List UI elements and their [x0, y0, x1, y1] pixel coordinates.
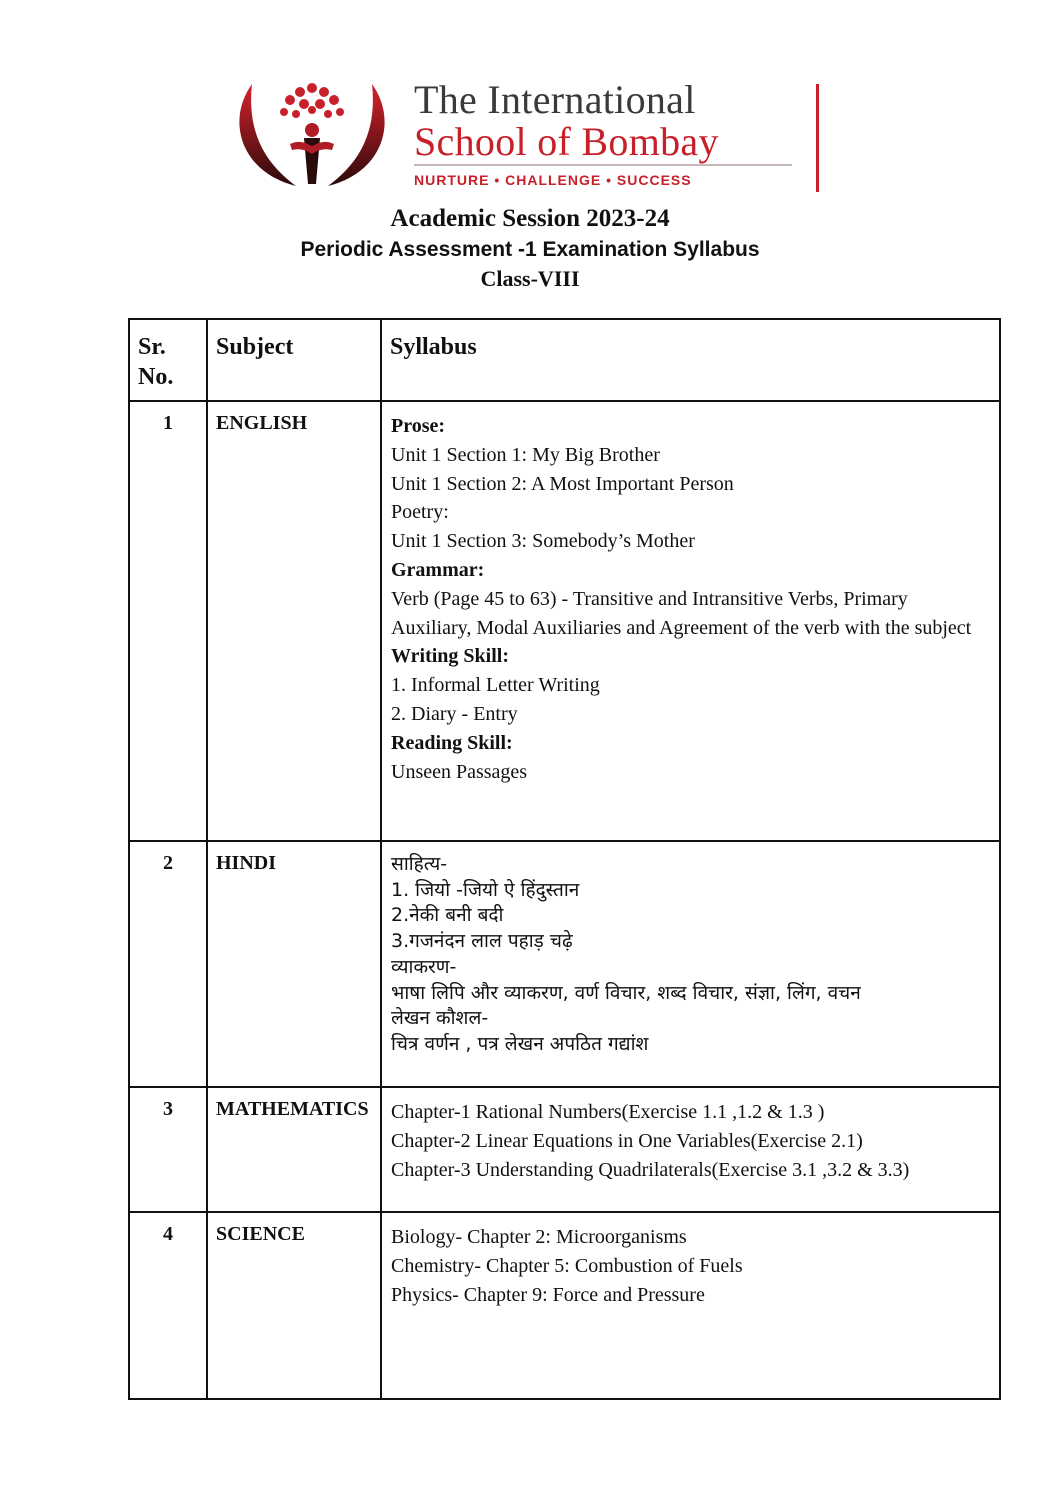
column-header-subject [207, 319, 381, 401]
lotus-tree-emblem-icon [232, 80, 392, 192]
syllabus-line: Poetry: [391, 501, 449, 524]
row-subject: ENGLISH [207, 401, 381, 841]
sr-header-line1: Sr. [138, 334, 166, 360]
logo-name-line1: The International [414, 77, 696, 122]
syllabus-line: Grammar: [391, 558, 485, 581]
row-syllabus [381, 841, 1000, 1087]
logo-divider [414, 164, 792, 166]
row-syllabus [381, 1087, 1000, 1212]
row-sr-number: 1 [129, 401, 207, 841]
syllabus-line: Physics- Chapter 9: Force and Pressure [391, 1283, 705, 1306]
logo-tagline: NURTURE • CHALLENGE • SUCCESS [414, 172, 692, 188]
table-row [129, 841, 1000, 1087]
row-sr-number: 4 [129, 1212, 207, 1399]
row-subject: MATHEMATICS [207, 1087, 381, 1212]
exam-title: Periodic Assessment -1 Examination Syllabus [300, 238, 760, 261]
syllabus-line: Chapter-2 Linear Equations in One Variables(Exercise 2.1) [391, 1129, 863, 1152]
syllabus-line: 2. Diary - Entry [391, 702, 518, 725]
logo-name-line2: School of Bombay [414, 119, 719, 164]
row-sr-number: 3 [129, 1087, 207, 1212]
row-syllabus [381, 401, 1000, 841]
syllabus-header-label: Syllabus [390, 334, 477, 360]
column-header-sr-no [129, 319, 207, 401]
syllabus-line: Reading Skill: [391, 731, 513, 754]
syllabus-line: लेखन कौशल- [391, 1007, 489, 1030]
table-header-row [129, 319, 1000, 401]
syllabus-line: 1. Informal Letter Writing [391, 674, 600, 697]
syllabus-line: Unit 1 Section 3: Somebody’s Mother [391, 530, 695, 553]
syllabus-line: चित्र वर्णन , पत्र लेखन अपठित गद्यांश [391, 1032, 649, 1055]
syllabus-line: Prose: [391, 415, 446, 437]
syllabus-line: 3.गजनंदन लाल पहाड़ चढ़े [391, 930, 573, 953]
syllabus-line: Chemistry- Chapter 5: Combustion of Fuels [391, 1254, 743, 1277]
column-header-syllabus [381, 319, 1000, 401]
row-syllabus [381, 1212, 1000, 1399]
row-subject: SCIENCE [207, 1212, 381, 1399]
syllabus-line: Unseen Passages [391, 760, 528, 783]
session-title: Academic Session 2023-24 [390, 205, 670, 232]
syllabus-line: 2.नेकी बनी बदी [391, 904, 504, 927]
syllabus-line: भाषा लिपि और व्याकरण, वर्ण विचार, शब्द विचार, संज्ञा, लिंग, वचन [391, 981, 861, 1004]
syllabus-line: Chapter-3 Understanding Quadrilaterals(Exercise 3.1 ,3.2 & 3.3) [391, 1158, 910, 1181]
school-logo [232, 78, 832, 198]
syllabus-line: Biology- Chapter 2: Microorganisms [391, 1226, 687, 1248]
sr-header-line2: No. [138, 364, 174, 390]
logo-vertical-bar [816, 84, 819, 192]
syllabus-line: Writing Skill: [391, 645, 509, 668]
syllabus-line: साहित्य- [391, 853, 448, 875]
row-sr-number: 2 [129, 841, 207, 1087]
table-row [129, 1212, 1000, 1399]
syllabus-line: Unit 1 Section 1: My Big Brother [391, 443, 660, 466]
syllabus-line: 1. जियो -जियो ऐ हिंदुस्तान [391, 878, 580, 901]
syllabus-line: Unit 1 Section 2: A Most Important Person [391, 472, 734, 495]
syllabus-table [128, 318, 1001, 1400]
syllabus-line: Verb (Page 45 to 63) - Transitive and Intransitive Verbs, Primary Auxiliary, Modal Auxiliaries and Agreement of the verb with the subject [391, 587, 972, 639]
row-subject: HINDI [207, 841, 381, 1087]
subject-header-label: Subject [216, 334, 294, 360]
table-row [129, 1087, 1000, 1212]
class-title: Class-VIII [480, 266, 580, 291]
table-row [129, 401, 1000, 841]
syllabus-line: Chapter-1 Rational Numbers(Exercise 1.1 ,1.2 & 1.3 ) [391, 1101, 825, 1123]
syllabus-line: व्याकरण- [391, 955, 457, 978]
